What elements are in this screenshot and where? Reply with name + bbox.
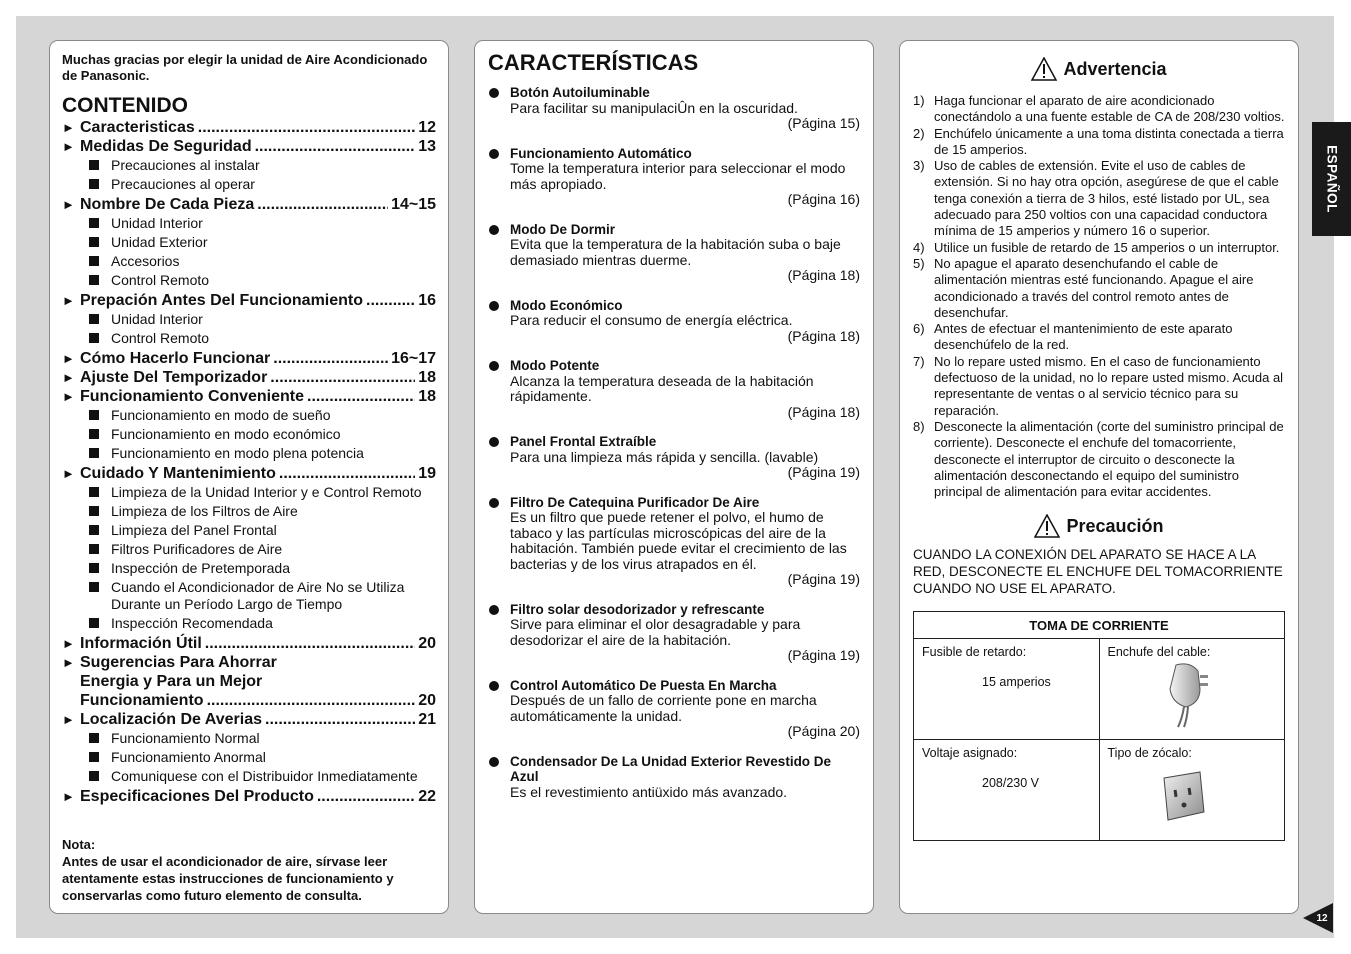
toc-entry[interactable] <box>62 787 436 806</box>
warning-text: Enchúfelo únicamente a una toma distinta conectada a tierra de 15 amperios. <box>934 125 1284 157</box>
warning-heading <box>913 57 1285 81</box>
toc-subentry[interactable] <box>62 541 436 558</box>
toc-subentry-label: Control Remoto <box>111 330 210 346</box>
bullet-dot-icon <box>489 681 499 691</box>
warning-text: Utilice un fusible de retardo de 15 amperios o un interruptor. <box>934 239 1280 255</box>
warning-number: 3) <box>913 158 925 174</box>
arrow-right-icon: ► <box>62 466 75 481</box>
feature-item <box>488 298 860 345</box>
toc-subentry-label: Precauciones al instalar <box>111 157 260 173</box>
toc-entry-page: 19 <box>418 465 436 482</box>
warning-item <box>913 256 1285 321</box>
toc-entry-title: Caracteristicas <box>80 119 195 136</box>
toc-entry[interactable] <box>62 137 436 193</box>
toc-subentry[interactable] <box>62 234 436 251</box>
square-bullet-icon <box>89 179 99 189</box>
toc-subentry[interactable] <box>62 157 436 174</box>
feature-page-ref: (Página 20) <box>787 723 860 739</box>
feature-description: Para una limpieza más rápida y sencilla. (lavable) <box>510 448 819 465</box>
note-text: Antes de usar el acondicionador de aire, sírvase leer atentamente estas instrucciones de funcionamiento y conservarlas como futuro elemento de consulta. <box>62 854 394 903</box>
bullet-dot-icon <box>489 498 499 508</box>
arrow-right-icon: ► <box>62 351 75 366</box>
socket-label: Tipo de zócalo: <box>1107 746 1192 761</box>
contents-heading: CONTENIDO <box>62 94 188 117</box>
feature-item <box>488 85 860 132</box>
table-of-contents <box>62 118 436 653</box>
toc-subentry-label: Inspección Recomendada <box>111 615 273 631</box>
arrow-right-icon: ► <box>62 389 75 404</box>
feature-title: Botón Autoiluminable <box>510 85 650 100</box>
bullet-dot-icon <box>489 361 499 371</box>
toc-subentry-label: Funcionamiento en modo plena potencia <box>111 445 364 461</box>
toc-entry-title: Especificaciones Del Producto <box>80 788 314 805</box>
toc-entry-page: 18 <box>418 388 436 405</box>
square-bullet-icon <box>89 237 99 247</box>
voltage-cell <box>914 740 1100 841</box>
table-of-contents-tail <box>62 710 436 806</box>
arrow-right-icon: ► <box>62 712 75 727</box>
page-number: 12 <box>1316 913 1328 924</box>
toc-subentry[interactable] <box>62 522 436 539</box>
square-bullet-icon <box>89 618 99 628</box>
feature-description: Para reducir el consumo de energía eléctrica. <box>510 312 793 328</box>
warning-text: Desconecte la alimentación (corte del suministro principal de corriente). Desconecte el enchufe del tomacorriente, desconecte el interruptor de circuito o desconecte la alimentación desconectando el equipo del suministro principal de alimentación para evitar accidentes. <box>934 418 1284 500</box>
feature-title: Funcionamiento Automático <box>510 145 692 161</box>
square-bullet-icon <box>89 563 99 573</box>
toc-entry-page: 14~15 <box>391 196 436 213</box>
toc-subentry[interactable] <box>62 407 436 424</box>
plug-label: Enchufe del cable: <box>1107 645 1211 660</box>
toc-subentry[interactable] <box>62 426 436 443</box>
bullet-dot-icon <box>489 437 499 447</box>
toc-entry-page: 18 <box>418 369 436 386</box>
toc-subentry-label: Funcionamiento Anormal <box>111 749 266 765</box>
feature-item <box>488 434 860 481</box>
power-outlet-table <box>913 611 1285 841</box>
toc-subentry-label: Control Remoto <box>111 272 210 288</box>
toc-entry[interactable] <box>62 710 436 785</box>
features-heading: CARACTERÍSTICAS <box>488 50 699 75</box>
square-bullet-icon <box>89 487 99 497</box>
toc-subentry[interactable] <box>62 272 436 289</box>
feature-page-ref: (Página 18) <box>787 403 860 420</box>
toc-subentry[interactable] <box>62 176 436 193</box>
toc-subentry-label: Limpieza del Panel Frontal <box>111 522 277 538</box>
language-tab-label: ESPAÑOL <box>1324 145 1340 213</box>
feature-page-ref: (Página 19) <box>787 464 860 480</box>
feature-page-ref: (Página 19) <box>787 571 860 587</box>
square-bullet-icon <box>89 256 99 266</box>
warning-item <box>913 240 1285 256</box>
toc-entry[interactable] <box>62 387 436 462</box>
square-bullet-icon <box>89 429 99 439</box>
square-bullet-icon <box>89 733 99 743</box>
toc-entry-page: 22 <box>418 788 436 805</box>
toc-entry-page: 20 <box>418 635 436 652</box>
toc-entry-title: Información Útil <box>80 635 202 652</box>
fuse-cell <box>914 639 1100 740</box>
feature-title: Condensador De La Unidad Exterior Revestido De Azul <box>510 753 832 784</box>
feature-page-ref: (Página 18) <box>787 267 860 283</box>
feature-description: Es un filtro que puede retener el polvo, el humo de tabaco y las partículas microscópicas del aire de la habitación. También puede evitar el crecimiento de las bacterias y de los virus atrapados en él. <box>510 509 847 572</box>
toc-subentry[interactable] <box>62 503 436 520</box>
toc-subentry-label: Comuniquese con el Distribuidor Inmediatamente <box>111 768 418 784</box>
toc-subentry-label: Unidad Interior <box>111 215 203 231</box>
bullet-dot-icon <box>489 88 499 98</box>
warning-text: Antes de efectuar el mantenimiento de este aparato desenchúfelo de la red. <box>934 321 1233 353</box>
warning-title: Advertencia <box>1063 58 1167 79</box>
toc-entry-title: Ajuste Del Temporizador <box>80 369 268 386</box>
bullet-dot-icon <box>489 605 499 615</box>
toc-entry[interactable] <box>62 634 436 653</box>
toc-entry-page: 12 <box>418 119 436 136</box>
toc-entry-title: Energia y Para un Mejor <box>80 673 263 690</box>
table-header: TOMA DE CORRIENTE <box>914 612 1285 639</box>
toc-subentry-label: Unidad Interior <box>111 311 203 327</box>
toc-subentry[interactable] <box>62 749 436 766</box>
toc-subentry-label: Inspección de Pretemporada <box>111 560 290 576</box>
square-bullet-icon <box>89 275 99 285</box>
feature-page-ref: (Página 19) <box>787 647 860 663</box>
square-bullet-icon <box>89 333 99 343</box>
warning-text: Uso de cables de extensión. Evite el uso de cables de extensión. Si no hay otra opción, asegúrese de que el cable tenga conexión a tierra de 3 hilos, esté listado por UL, sea adecuado para 250 voltios con una capacidad conductora mínima de 15 amperios y número 16 o superior. <box>934 158 1279 239</box>
toc-subentry[interactable] <box>62 730 436 747</box>
bullet-dot-icon <box>489 225 499 235</box>
feature-description: Tome la temperatura interior para seleccionar el modo más apropiado. <box>510 160 846 192</box>
toc-subentry-label: Limpieza de los Filtros de Aire <box>111 503 298 519</box>
note-box <box>62 836 436 904</box>
toc-entry-title: Medidas De Seguridad <box>80 138 252 155</box>
toc-entry-page: 16~17 <box>391 350 436 367</box>
square-bullet-icon <box>89 544 99 554</box>
toc-subentry-label: Funcionamiento en modo de sueño <box>111 407 331 423</box>
arrow-right-icon: ► <box>62 139 75 154</box>
arrow-right-icon: ► <box>62 293 75 308</box>
arrow-right-icon: ► <box>62 120 75 135</box>
feature-page-ref: (Página 15) <box>787 115 860 131</box>
toc-entry-title: Cómo Hacerlo Funcionar <box>80 350 271 367</box>
toc-entry-title: Nombre De Cada Pieza <box>80 196 255 213</box>
caution-text: CUANDO LA CONEXIÓN DEL APARATO SE HACE A LA RED, DESCONECTE EL ENCHUFE DEL TOMACORRIENTE CUANDO NO USE EL APARATO. <box>913 547 1283 597</box>
toc-entry-title: Localización De Averias <box>80 711 262 728</box>
warning-item <box>913 126 1285 159</box>
warnings-list <box>913 93 1285 500</box>
feature-item <box>488 754 860 801</box>
square-bullet-icon <box>89 582 99 592</box>
warning-number: 6) <box>913 321 925 337</box>
warning-triangle-icon <box>1034 514 1060 538</box>
toc-entry-page: 13 <box>418 138 436 155</box>
feature-description: Alcanza la temperatura deseada de la habitación rápidamente. <box>510 372 814 404</box>
feature-description: Es el revestimiento antiüxido más avanzado. <box>510 783 788 800</box>
features-list <box>488 85 860 800</box>
arrow-right-icon: ► <box>62 197 75 212</box>
toc-entry[interactable] <box>62 464 436 632</box>
toc-entry-title: Cuidado Y Mantenimiento <box>80 465 276 482</box>
warning-number: 7) <box>913 353 925 369</box>
toc-subentry[interactable] <box>62 215 436 232</box>
toc-subentry-label: Precauciones al operar <box>111 176 255 192</box>
warning-number: 2) <box>913 125 925 141</box>
feature-title: Filtro solar desodorizador y refrescante <box>510 601 765 617</box>
warning-triangle-icon <box>1031 57 1057 81</box>
feature-page-ref: (Página 16) <box>787 191 860 207</box>
bullet-dot-icon <box>489 149 499 159</box>
bullet-dot-icon <box>489 301 499 311</box>
plug-cell <box>1099 639 1285 740</box>
feature-title: Control Automático De Puesta En Marcha <box>510 677 777 693</box>
toc-subentry[interactable] <box>62 311 436 328</box>
toc-subentry-label: Limpieza de la Unidad Interior y e Control Remoto <box>111 484 422 500</box>
toc-subentry-label: Accesorios <box>111 253 180 269</box>
features-panel <box>474 40 874 914</box>
feature-item <box>488 358 860 420</box>
feature-item <box>488 495 860 588</box>
feature-item <box>488 222 860 284</box>
feature-title: Modo De Dormir <box>510 221 616 237</box>
plug-illustration-icon <box>1156 661 1216 729</box>
toc-entry[interactable] <box>62 368 436 387</box>
square-bullet-icon <box>89 314 99 324</box>
intro-text: Muchas gracias por elegir la unidad de Aire Acondicionado de Panasonic. <box>62 52 428 83</box>
fuse-value: 15 amperios <box>982 675 1051 690</box>
toc-subentry-label: Filtros Purificadores de Aire <box>111 541 283 557</box>
toc-subentry[interactable] <box>62 579 436 613</box>
feature-description: Sirve para eliminar el olor desagradable y para desodorizar el aire de la habitación. <box>510 616 801 648</box>
feature-item <box>488 678 860 740</box>
feature-title: Filtro De Catequina Purificador De Aire <box>510 494 760 510</box>
arrow-right-icon: ► <box>62 636 75 651</box>
toc-subentry-label: Unidad Exterior <box>111 234 208 250</box>
contents-panel <box>49 40 449 914</box>
square-bullet-icon <box>89 218 99 228</box>
feature-title: Modo Económico <box>510 297 623 313</box>
page-number-badge <box>1303 903 1333 933</box>
toc-subentry[interactable] <box>62 253 436 270</box>
toc-subentry[interactable] <box>62 560 436 577</box>
feature-description: Evita que la temperatura de la habitación suba o baje demasiado mientras duerme. <box>510 236 841 268</box>
square-bullet-icon <box>89 771 99 781</box>
toc-entry[interactable] <box>62 349 436 368</box>
toc-entry[interactable] <box>62 195 436 289</box>
square-bullet-icon <box>89 448 99 458</box>
square-bullet-icon <box>89 410 99 420</box>
warning-item <box>913 419 1285 500</box>
caution-title: Precaución <box>1066 515 1164 536</box>
toc-subentry[interactable] <box>62 615 436 632</box>
warning-item <box>913 93 1285 126</box>
arrow-right-icon: ► <box>62 370 75 385</box>
toc-entry[interactable] <box>62 291 436 347</box>
toc-entry-sugerencias[interactable] <box>62 653 436 710</box>
feature-description: Después de un fallo de corriente pone en marcha automáticamente la unidad. <box>510 692 817 724</box>
toc-subentry-label: Funcionamiento en modo económico <box>111 426 341 442</box>
toc-subentry[interactable] <box>62 330 436 347</box>
warning-item <box>913 354 1285 419</box>
socket-cell <box>1099 740 1285 841</box>
warning-text: No lo repare usted mismo. En el caso de funcionamiento defectuoso de la unidad, no lo repare usted mismo. Acuda al representante de ventas o al servicio técnico para su reparación. <box>934 353 1284 418</box>
toc-subentry[interactable] <box>62 484 436 501</box>
feature-page-ref: (Página 18) <box>787 327 860 344</box>
toc-entry-title: Prepación Antes Del Funcionamiento <box>80 292 364 309</box>
toc-entry-title: Sugerencias Para Ahorrar <box>80 654 277 671</box>
square-bullet-icon <box>89 506 99 516</box>
warning-item <box>913 158 1285 239</box>
warning-number: 4) <box>913 239 925 255</box>
warning-text: Haga funcionar el aparato de aire acondicionado conectándolo a una fuente estable de CA de 208/230 voltios. <box>934 93 1285 125</box>
feature-item <box>488 602 860 664</box>
voltage-label: Voltaje asignado: <box>922 746 1018 761</box>
socket-illustration-icon <box>1160 770 1208 822</box>
warning-number: 5) <box>913 255 925 271</box>
warning-text: No apague el aparato desenchufando el cable de alimentación mientras esté funcionando. Apague el aire acondicionado a través del control remoto antes de desenchufar. <box>934 255 1254 320</box>
warning-number: 1) <box>913 93 925 108</box>
toc-subentry-label: Funcionamiento Normal <box>111 730 260 746</box>
toc-entry-page: 21 <box>418 711 436 728</box>
warning-item <box>913 321 1285 354</box>
toc-entry-title: Funcionamiento <box>80 692 204 709</box>
fuse-label: Fusible de retardo: <box>922 645 1027 660</box>
toc-entry[interactable] <box>62 118 436 137</box>
toc-subentry[interactable] <box>62 768 436 785</box>
square-bullet-icon <box>89 525 99 535</box>
language-tab[interactable] <box>1312 122 1351 236</box>
voltage-value: 208/230 V <box>982 776 1039 791</box>
safety-panel <box>899 40 1299 914</box>
toc-entry-page: 20 <box>418 692 436 709</box>
arrow-right-icon: ► <box>62 655 75 670</box>
feature-description: Para facilitar su manipulaciÛn en la oscuridad. <box>510 99 798 116</box>
note-title: Nota: <box>62 837 96 852</box>
toc-subentry-label: Cuando el Acondicionador de Aire No se Utiliza Durante un Período Largo de Tiempo <box>111 579 405 612</box>
feature-title: Panel Frontal Extraíble <box>510 434 657 449</box>
toc-entry-page: 16 <box>418 292 436 309</box>
arrow-right-icon: ► <box>62 789 75 804</box>
square-bullet-icon <box>89 160 99 170</box>
toc-entry-title: Funcionamiento Conveniente <box>80 388 305 405</box>
toc-subentry[interactable] <box>62 445 436 462</box>
feature-title: Modo Potente <box>510 358 600 373</box>
square-bullet-icon <box>89 752 99 762</box>
bullet-dot-icon <box>489 757 499 767</box>
feature-item <box>488 146 860 208</box>
caution-heading <box>913 514 1285 538</box>
warning-number: 8) <box>913 418 925 434</box>
